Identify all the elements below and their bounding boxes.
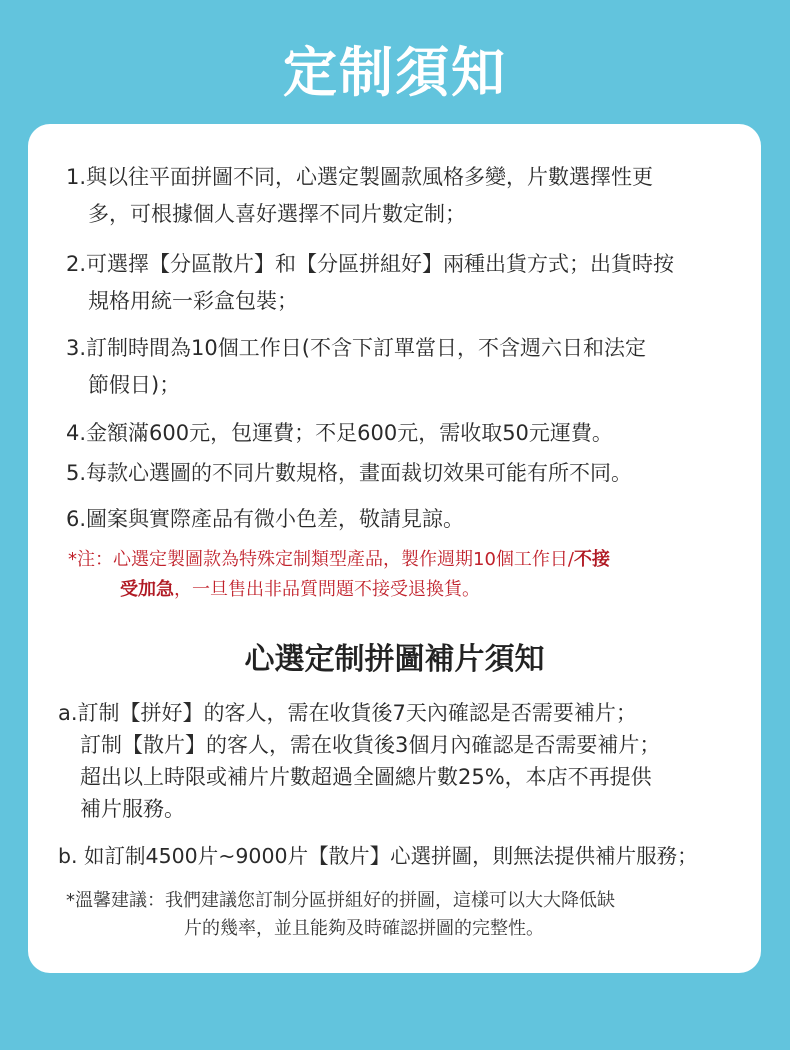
supplement-item-a-line-3: 超出以上時限或補片片數超過全圖總片數25%，本店不再提供: [80, 765, 652, 789]
notice-item-3-line-2: 節假日)；: [88, 373, 181, 397]
notice-item-2-line-1: 2.可選擇【分區散片】和【分區拼組好】兩種出貨方式；出貨時按: [66, 252, 675, 276]
warm-tip: [66, 887, 736, 943]
supplement-title: 心選定制拼圖補片須知: [244, 642, 545, 677]
supplement-item-a-line-4: 補片服務。: [80, 797, 185, 821]
supplement-item-b: b. 如訂制4500片~9000片【散片】心選拼圖，則無法提供補片服務；: [58, 844, 698, 868]
notice-item-6: 6.圖案與實際產品有微小色差，敬請見諒。: [66, 507, 465, 531]
notice-item-1-line-2: 多，可根據個人喜好選擇不同片數定制；: [88, 202, 466, 226]
notice-item-1: [66, 159, 734, 233]
special-note: [68, 545, 728, 605]
special-note-line-2-text: ，一旦售出非品質問題不接受退換貨。: [174, 579, 480, 600]
notice-item-5: 5.每款心選圖的不同片數規格，畫面裁切效果可能有所不同。: [66, 461, 633, 485]
special-note-line-2: [68, 575, 728, 605]
supplement-item-a: [58, 697, 748, 825]
notice-item-1-line-1: 1.與以往平面拼圖不同，心選定製圖款風格多變，片數選擇性更: [66, 165, 654, 189]
special-note-line-1: *注：心選定製圖款為特殊定制類型產品，製作週期10個工作日/: [68, 549, 574, 570]
warm-tip-line-1: *溫馨建議：我們建議您訂制分區拼組好的拼圖，這樣可以大大降低缺: [66, 890, 615, 911]
special-note-bold-1: 不接: [573, 549, 610, 570]
notice-item-3-line-1: 3.訂制時間為10個工作日(不含下訂單當日，不含週六日和法定: [66, 336, 646, 360]
warm-tip-line-2: 片的幾率，並且能夠及時確認拼圖的完整性。: [184, 918, 544, 939]
notice-item-2: [66, 246, 734, 320]
notice-item-3: [66, 330, 734, 404]
notice-card: [28, 124, 761, 973]
supplement-item-a-line-1: a.訂制【拼好】的客人，需在收貨後7天內確認是否需要補片；: [58, 701, 637, 725]
notice-item-2-line-2: 規格用統一彩盒包裝；: [88, 289, 298, 313]
supplement-item-a-line-2: 訂制【散片】的客人，需在收貨後3個月內確認是否需要補片；: [80, 733, 661, 757]
notice-item-4: 4.金額滿600元，包運費；不足600元，需收取50元運費。: [66, 421, 613, 445]
page-title: 定制須知: [283, 41, 507, 104]
special-note-bold-2: 受加急: [120, 579, 174, 600]
